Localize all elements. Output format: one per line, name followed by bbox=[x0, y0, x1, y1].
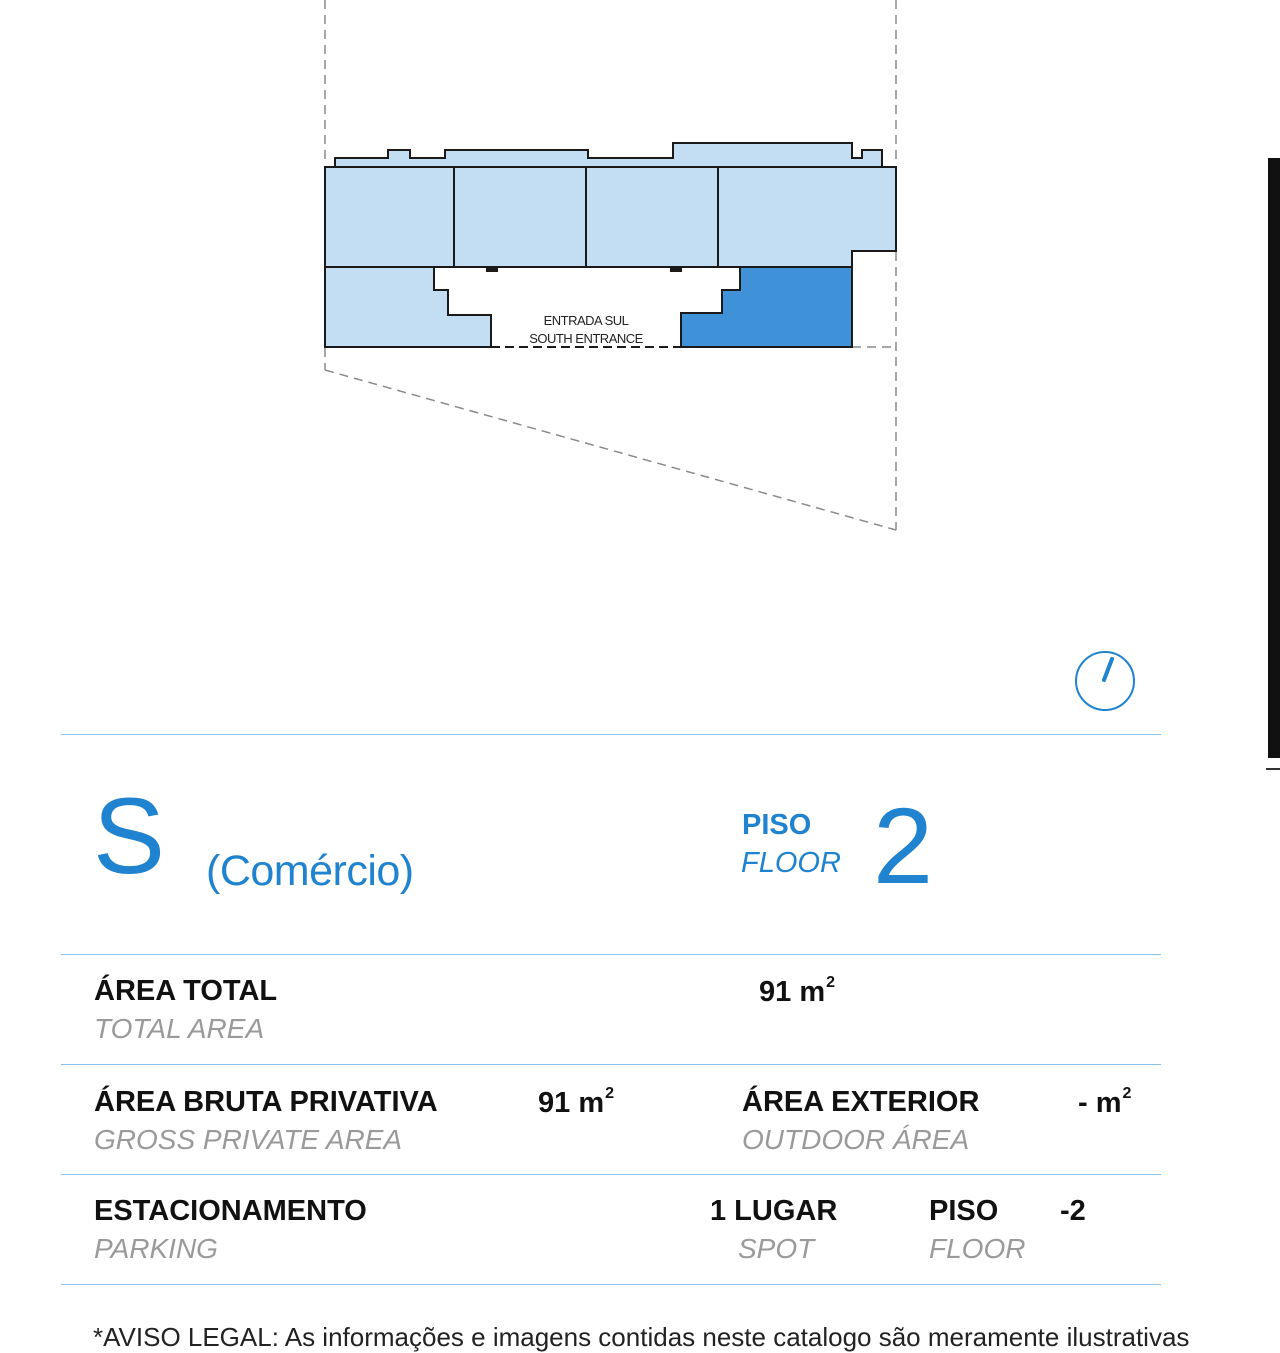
divider-1 bbox=[61, 954, 1161, 955]
parking-label: ESTACIONAMENTO bbox=[94, 1195, 367, 1227]
plan-top-strip bbox=[335, 143, 882, 167]
total-area-label-en: TOTAL AREA bbox=[94, 1013, 265, 1044]
parking-label-en: PARKING bbox=[94, 1233, 218, 1264]
floor-label-en: FLOOR bbox=[741, 847, 841, 879]
gross-area-label-en: GROSS PRIVATE AREA bbox=[94, 1124, 403, 1155]
unit-letter: S bbox=[93, 775, 166, 896]
parking-spot-label-en: SPOT bbox=[738, 1233, 815, 1264]
page-edge-bar bbox=[1268, 158, 1280, 758]
floor-plan bbox=[0, 0, 1280, 560]
page-edge-tick bbox=[1266, 768, 1280, 770]
floor-number: 2 bbox=[873, 785, 934, 906]
gross-area-value: 91 $m^2$ bbox=[538, 1085, 615, 1119]
entrance-label-en: SOUTH ENTRANCE bbox=[529, 331, 643, 346]
gross-area-label: ÁREA BRUTA PRIVATIVA bbox=[94, 1086, 438, 1118]
plan-unit-5 bbox=[325, 267, 491, 347]
entrance-label-pt: ENTRADA SUL bbox=[543, 313, 629, 328]
outdoor-area-label-en: OUTDOOR ÁREA bbox=[742, 1124, 970, 1155]
total-area-label: ÁREA TOTAL bbox=[94, 975, 278, 1007]
unit-type: (Comércio) bbox=[206, 847, 414, 895]
plan-unit-1 bbox=[325, 167, 454, 267]
floor-label-pt: PISO bbox=[742, 809, 812, 841]
outdoor-area-label: ÁREA EXTERIOR bbox=[742, 1086, 980, 1118]
divider-bottom bbox=[61, 1284, 1161, 1285]
parking-spot-value: 1 LUGAR bbox=[710, 1195, 838, 1227]
legal-notice: *AVISO LEGAL: As informações e imagens contidas neste catalogo são meramente ilustrativas bbox=[93, 1322, 1190, 1352]
divider-3 bbox=[61, 1174, 1161, 1175]
plan-unit-s-highlight bbox=[681, 267, 852, 347]
divider-2 bbox=[61, 1064, 1161, 1065]
parking-floor-value: -2 bbox=[1060, 1195, 1086, 1227]
plan-unit-4 bbox=[718, 167, 896, 267]
divider-top bbox=[61, 734, 1161, 735]
parking-floor-label-en: FLOOR bbox=[929, 1233, 1026, 1264]
parking-floor-label: PISO bbox=[929, 1195, 999, 1227]
compass-icon bbox=[1074, 650, 1136, 712]
total-area-value: 91 $m^2$ bbox=[759, 974, 836, 1008]
plan-unit-2 bbox=[454, 167, 586, 267]
plan-unit-3 bbox=[586, 167, 718, 267]
outdoor-area-value: - $m^2$ bbox=[1078, 1085, 1132, 1119]
